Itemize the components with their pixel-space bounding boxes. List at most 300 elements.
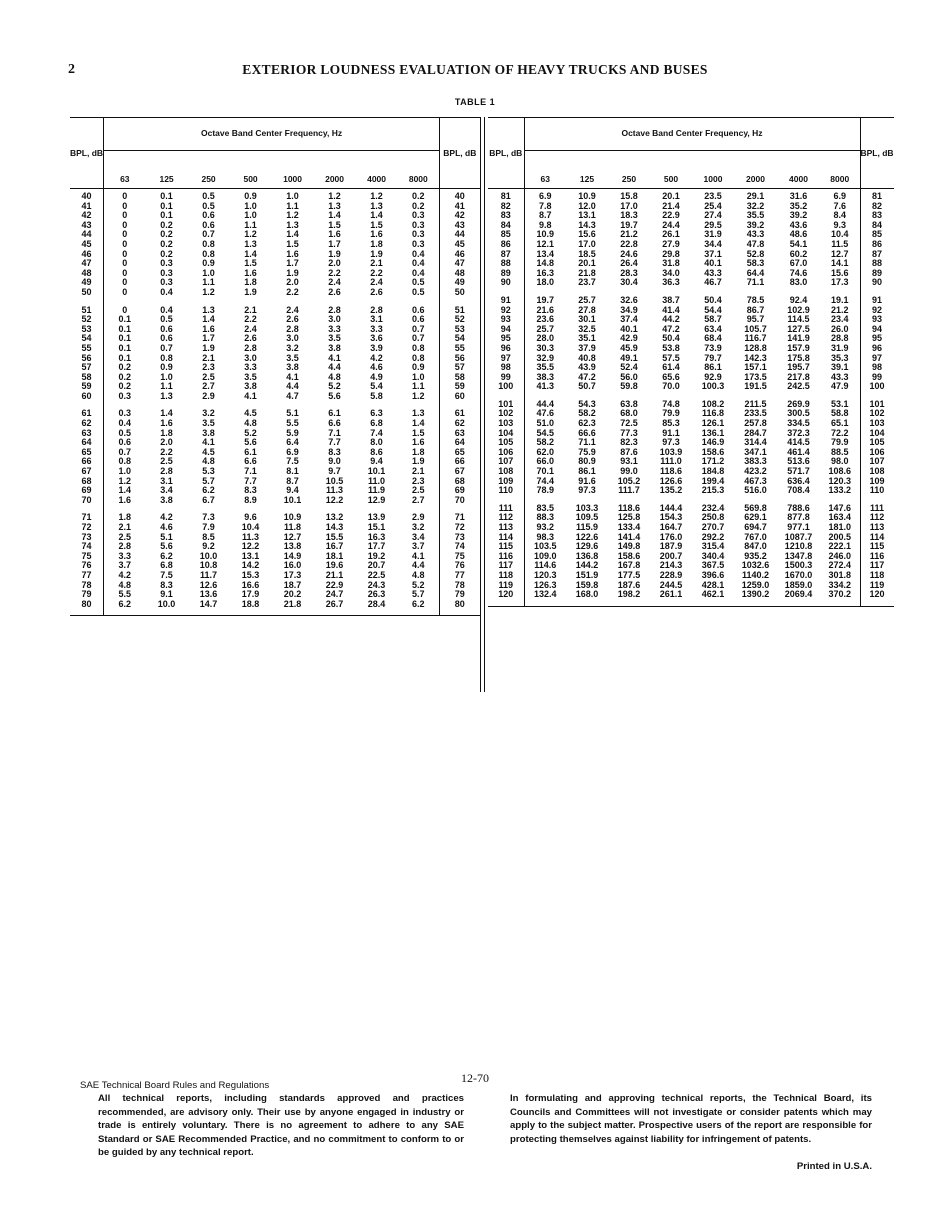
- loudness-cell: 1.5: [286, 239, 299, 249]
- bpl-cell: 94: [488, 325, 524, 335]
- loudness-cell: 6.8: [160, 561, 173, 571]
- loudness-cell: 935.2: [744, 551, 767, 561]
- loudness-cell: 31.6: [789, 191, 808, 201]
- loudness-cell: 1.0: [286, 191, 299, 201]
- loudness-cell: 19.7: [620, 220, 638, 230]
- loudness-cell: 0.3: [160, 259, 173, 269]
- loudness-cell: 0.6: [412, 305, 425, 315]
- loudness-cell: 1.2: [118, 476, 132, 486]
- loudness-cell: 5.5: [118, 590, 132, 600]
- loudness-cell: 5.3: [202, 467, 215, 477]
- loudness-cell: 66.6: [578, 428, 596, 438]
- loudness-cell: 4.2: [118, 570, 132, 580]
- loudness-cell: 157.9: [787, 343, 810, 353]
- loudness-cell: 71.1: [746, 278, 765, 288]
- bpl-cell: 67: [440, 467, 480, 477]
- loudness-cell: 98.0: [830, 457, 849, 467]
- table-row: [70, 306, 480, 316]
- bpl-cell: 117: [860, 561, 894, 571]
- loudness-cell: 109.5: [575, 513, 599, 523]
- loudness-cell: 3.7: [412, 542, 425, 552]
- bpl-cell: 67: [70, 467, 104, 477]
- freq-header: 2000: [734, 151, 777, 189]
- loudness-cell: 18.7: [283, 580, 302, 590]
- bpl-header-right-end: BPL, dB: [860, 118, 894, 189]
- table-row: [488, 504, 894, 514]
- loudness-cell: 1259.0: [741, 580, 770, 590]
- bpl-cell: 50: [440, 288, 480, 298]
- loudness-cell: 23.4: [830, 315, 849, 325]
- loudness-cell: 141.9: [787, 334, 810, 344]
- bpl-cell: 94: [860, 325, 894, 335]
- table-row: [70, 259, 480, 269]
- bpl-cell: 45: [440, 240, 480, 250]
- loudness-cell: 1.3: [160, 391, 173, 401]
- table-row: [488, 354, 894, 364]
- loudness-cell: 0.9: [160, 363, 173, 373]
- page-title: EXTERIOR LOUDNESS EVALUATION OF HEAVY TRUCKS AND BUSES: [242, 62, 708, 77]
- bpl-cell: 54: [70, 334, 104, 344]
- bpl-cell: 64: [70, 438, 104, 448]
- loudness-cell: 17.7: [367, 542, 386, 552]
- loudness-cell: 270.7: [701, 523, 725, 532]
- loudness-cell: 2.1: [412, 467, 425, 477]
- loudness-cell: 513.6: [787, 457, 810, 467]
- table-row: [488, 382, 894, 392]
- freq-header: 4000: [356, 151, 398, 189]
- bpl-cell: 72: [440, 523, 480, 533]
- loudness-cell: 0.8: [160, 353, 173, 363]
- bpl-cell: 117: [488, 561, 524, 571]
- loudness-cell: 0.3: [118, 409, 132, 419]
- loudness-cell: 35.5: [746, 211, 765, 221]
- loudness-cell: 105.2: [617, 476, 641, 486]
- loudness-cell: 41.3: [536, 382, 555, 392]
- loudness-cell: 2.2: [328, 268, 341, 278]
- table-row: [70, 533, 480, 543]
- loudness-cell: 136.8: [575, 551, 599, 561]
- loudness-cell: 5.7: [412, 590, 425, 600]
- loudness-cell: 86.1: [578, 467, 596, 477]
- bpl-cell: 115: [488, 542, 524, 552]
- loudness-cell: 133.4: [617, 523, 641, 532]
- loudness-cell: 0.6: [202, 220, 215, 230]
- loudness-cell: 103.9: [659, 447, 683, 457]
- loudness-cell: 43.9: [578, 363, 596, 373]
- loudness-cell: 132.4: [524, 590, 566, 606]
- loudness-cell: 7.7: [328, 438, 341, 448]
- loudness-cell: 0.5: [202, 201, 215, 211]
- loudness-cell: 127.5: [787, 324, 810, 334]
- loudness-cell: 1.3: [244, 239, 257, 249]
- table-row: [70, 477, 480, 487]
- loudness-cell: 23.7: [578, 278, 596, 288]
- table-row: [70, 392, 480, 402]
- loudness-cell: 54.4: [704, 305, 722, 315]
- loudness-cell: 1.9: [328, 249, 341, 259]
- table-row: [488, 278, 894, 288]
- freq-header: 63: [524, 151, 566, 189]
- bpl-cell: 61: [440, 409, 480, 419]
- loudness-cell: 3.8: [328, 343, 341, 353]
- bpl-cell: 86: [860, 240, 894, 250]
- loudness-cell: 9.2: [202, 542, 215, 552]
- loudness-cell: 51.0: [536, 419, 555, 429]
- loudness-cell: 31.8: [662, 259, 680, 269]
- loudness-cell: 41.4: [662, 305, 680, 315]
- bpl-cell: 43: [70, 221, 104, 231]
- loudness-cell: 74.6: [789, 268, 808, 278]
- bpl-cell: 81: [860, 189, 894, 202]
- loudness-cell: 91.6: [578, 476, 596, 486]
- loudness-cell: 1.4: [160, 409, 173, 419]
- loudness-cell: 4.8: [118, 580, 132, 590]
- loudness-cell: 85.3: [662, 419, 680, 429]
- loudness-cell: 73.9: [704, 343, 722, 353]
- loudness-cell: 847.0: [744, 542, 767, 552]
- loudness-cell: 62.0: [536, 447, 555, 457]
- loudness-cell: 0.7: [118, 447, 132, 457]
- table-row: [70, 344, 480, 354]
- table-row: [488, 419, 894, 429]
- bpl-cell: 116: [860, 552, 894, 562]
- group-spacer: [488, 288, 894, 296]
- bpl-cell: 92: [860, 306, 894, 316]
- loudness-cell: 58.7: [704, 315, 722, 325]
- loudness-cell: 2.6: [244, 334, 257, 344]
- bpl-cell: 105: [860, 438, 894, 448]
- loudness-cell: 125.8: [617, 513, 641, 523]
- loudness-cell: 21.1: [325, 570, 344, 580]
- loudness-cell: 2.0: [328, 259, 341, 269]
- loudness-cell: 11.9: [368, 486, 386, 496]
- loudness-cell: 2.7: [412, 495, 425, 505]
- loudness-cell: 19.6: [325, 561, 344, 571]
- loudness-cell: 88.5: [830, 447, 849, 457]
- loudness-cell: 708.4: [787, 486, 810, 496]
- loudness-cell: 167.8: [617, 561, 641, 571]
- loudness-cell: 2.1: [118, 523, 132, 532]
- loudness-cell: 2.5: [202, 372, 215, 382]
- loudness-cell: 9.6: [244, 513, 257, 523]
- loudness-cell: 118.6: [617, 503, 641, 513]
- loudness-cell: 26.0: [830, 324, 849, 334]
- loudness-cell: 21.8: [578, 268, 596, 278]
- loudness-cell: 168.0: [566, 590, 608, 606]
- loudness-cell: 4.2: [160, 513, 173, 523]
- loudness-cell: 2069.4: [777, 590, 820, 606]
- page-number: 2: [68, 62, 75, 77]
- loudness-cell: 159.8: [575, 580, 599, 590]
- loudness-cell: 4.5: [202, 447, 215, 457]
- loudness-cell: 0.3: [160, 278, 173, 288]
- loudness-cell: 222.1: [828, 542, 852, 552]
- loudness-cell: 25.7: [536, 324, 555, 334]
- loudness-cell: 58.2: [536, 438, 555, 448]
- bpl-cell: 105: [488, 438, 524, 448]
- loudness-cell: 3.4: [412, 532, 425, 542]
- loudness-cell: 269.9: [787, 399, 810, 409]
- bpl-cell: 99: [860, 373, 894, 383]
- loudness-cell: 97.3: [662, 438, 680, 448]
- table-row: [488, 344, 894, 354]
- table-row: [70, 523, 480, 533]
- loudness-cell: 1.6: [202, 324, 215, 334]
- loudness-cell: 1670.0: [784, 570, 813, 580]
- loudness-cell: 87.6: [620, 447, 638, 457]
- loudness-cell: 18.8: [230, 600, 272, 616]
- loudness-cell: 47.8: [746, 239, 765, 249]
- loudness-cell: 30.4: [620, 278, 638, 288]
- loudness-cell: 214.3: [659, 561, 683, 571]
- loudness-cell: 1.2: [244, 230, 257, 240]
- loudness-cell: 0.7: [412, 324, 425, 334]
- table-row: [70, 467, 480, 477]
- loudness-cell: 37.9: [578, 343, 596, 353]
- loudness-cell: 8.7: [538, 211, 552, 221]
- bpl-cell: 107: [860, 457, 894, 467]
- loudness-cell: 1.4: [328, 211, 341, 221]
- bpl-cell: 65: [70, 448, 104, 458]
- loudness-cell: 0.4: [118, 419, 132, 429]
- bpl-cell: 99: [488, 373, 524, 383]
- loudness-cell: 34.4: [704, 239, 722, 249]
- bpl-cell: 78: [70, 581, 104, 591]
- table-row: [70, 552, 480, 562]
- loudness-cell: 68.0: [620, 409, 638, 419]
- loudness-cell: 23.6: [536, 315, 555, 325]
- bpl-cell: 96: [860, 344, 894, 354]
- loudness-cell: 13.6: [199, 590, 218, 600]
- table-row: [488, 429, 894, 439]
- loudness-cell: 40.1: [620, 324, 638, 334]
- bpl-cell: 58: [440, 373, 480, 383]
- loudness-cell: 1.6: [328, 230, 341, 240]
- loudness-cell: 10.5: [325, 476, 344, 486]
- loudness-cell: 3.0: [286, 334, 299, 344]
- loudness-cell: 3.3: [328, 324, 341, 334]
- loudness-cell: 5.1: [160, 532, 173, 542]
- table-row: [70, 288, 480, 298]
- bpl-cell: 62: [70, 419, 104, 429]
- bpl-cell: 113: [488, 523, 524, 533]
- loudness-cell: 0.4: [412, 259, 425, 269]
- bpl-cell: 106: [860, 448, 894, 458]
- bpl-cell: 110: [860, 486, 894, 496]
- loudness-cell: 0.8: [118, 457, 132, 467]
- bpl-cell: 106: [488, 448, 524, 458]
- loudness-cell: 4.1: [244, 391, 257, 401]
- table-row: [70, 221, 480, 231]
- loudness-cell: 1.6: [160, 419, 173, 429]
- loudness-cell: 92.4: [789, 295, 808, 305]
- loudness-cell: 2.5: [118, 532, 132, 542]
- loudness-cell: 36.3: [662, 278, 680, 288]
- table-row: [488, 590, 894, 606]
- loudness-cell: 1.3: [286, 220, 299, 230]
- bpl-cell: 66: [440, 457, 480, 467]
- loudness-cell: 2.1: [370, 259, 383, 269]
- table-row: [70, 513, 480, 523]
- bpl-cell: 81: [488, 189, 524, 202]
- loudness-cell: 5.5: [286, 419, 299, 429]
- loudness-cell: 10.1: [367, 467, 386, 477]
- loudness-cell: 135.2: [659, 486, 683, 496]
- loudness-cell: 0.9: [202, 259, 215, 269]
- loudness-cell: 396.6: [701, 570, 725, 580]
- loudness-cell: 9.1: [160, 590, 173, 600]
- loudness-cell: 24.3: [367, 580, 386, 590]
- loudness-cell: 1.7: [202, 334, 215, 344]
- bpl-cell: 58: [70, 373, 104, 383]
- loudness-cell: 11.5: [831, 239, 849, 249]
- bpl-cell: 48: [70, 269, 104, 279]
- band-header-right: Octave Band Center Frequency, Hz: [524, 118, 860, 151]
- loudness-cell: 144.4: [659, 503, 683, 513]
- bpl-cell: 84: [488, 221, 524, 231]
- loudness-cell: 54.5: [536, 428, 555, 438]
- loudness-cell: 10.9: [283, 513, 302, 523]
- loudness-cell: 2.2: [370, 268, 383, 278]
- loudness-cell: 2.8: [286, 324, 299, 334]
- loudness-cell: 414.5: [787, 438, 810, 448]
- loudness-cell: 0: [122, 191, 128, 201]
- loudness-cell: 0: [122, 230, 128, 240]
- loudness-cell: 1.5: [412, 428, 425, 438]
- loudness-cell: 43.3: [746, 230, 765, 240]
- loudness-cell: 0.1: [118, 324, 132, 334]
- loudness-cell: 17.0: [620, 201, 638, 211]
- loudness-cell: 4.1: [202, 438, 215, 448]
- loudness-cell: 0.5: [160, 315, 173, 325]
- loudness-cell: 877.8: [787, 513, 810, 523]
- bpl-cell: 90: [860, 278, 894, 288]
- loudness-cell: 15.8: [620, 191, 638, 201]
- loudness-cell: 12.9: [367, 495, 386, 505]
- loudness-cell: 10.9: [578, 191, 596, 201]
- table-row: [70, 363, 480, 373]
- loudness-cell: 0.1: [118, 353, 132, 363]
- loudness-cell: 0.4: [412, 268, 425, 278]
- loudness-cell: 53.1: [830, 399, 849, 409]
- loudness-cell: 300.5: [787, 409, 810, 419]
- loudness-cell: 0.1: [160, 191, 173, 201]
- loudness-cell: 314.4: [744, 438, 767, 448]
- loudness-cell: 18.0: [536, 278, 555, 288]
- loudness-cell: 116.8: [701, 409, 725, 419]
- bpl-cell: 101: [488, 400, 524, 410]
- loudness-cell: 17.3: [830, 278, 849, 288]
- loudness-cell: 3.5: [286, 353, 299, 363]
- loudness-cell: 37.1: [704, 249, 722, 259]
- loudness-cell: 4.4: [286, 382, 299, 392]
- loudness-cell: 50.7: [578, 382, 596, 392]
- table-row: [488, 325, 894, 335]
- table-row: [488, 334, 894, 344]
- loudness-cell: 93.2: [536, 523, 555, 532]
- loudness-cell: 0.5: [202, 191, 215, 201]
- table-body-right: [488, 189, 894, 607]
- freq-header: 2000: [314, 151, 356, 189]
- loudness-cell: 103.3: [575, 503, 599, 513]
- loudness-cell: 233.5: [744, 409, 767, 419]
- loudness-cell: 5.4: [370, 382, 383, 392]
- loudness-cell: 1.3: [328, 201, 341, 211]
- bpl-cell: 83: [860, 211, 894, 221]
- loudness-cell: 18.5: [578, 249, 596, 259]
- loudness-cell: 2.8: [160, 467, 173, 477]
- loudness-cell: 1210.8: [784, 542, 813, 552]
- loudness-cell: 34.9: [620, 305, 638, 315]
- bpl-cell: 104: [860, 429, 894, 439]
- loudness-cell: 32.2: [746, 201, 765, 211]
- bpl-cell: 109: [488, 477, 524, 487]
- bpl-cell: 113: [860, 523, 894, 533]
- loudness-cell: 12.7: [830, 249, 849, 259]
- bpl-cell: 48: [440, 269, 480, 279]
- bpl-cell: 73: [70, 533, 104, 543]
- loudness-cell: 14.8: [536, 259, 555, 269]
- table-row: [70, 211, 480, 221]
- loudness-cell: 16.6: [241, 580, 260, 590]
- loudness-cell: 8.0: [370, 438, 383, 448]
- loudness-cell: 12.0: [578, 201, 596, 211]
- bpl-cell: 63: [440, 429, 480, 439]
- loudness-cell: 30.3: [536, 343, 555, 353]
- loudness-cell: 75.9: [578, 447, 596, 457]
- table-row: [488, 457, 894, 467]
- bpl-cell: 97: [860, 354, 894, 364]
- loudness-cell: 7.9: [202, 523, 215, 532]
- bpl-cell: 60: [440, 392, 480, 402]
- bpl-cell: 104: [488, 429, 524, 439]
- table-row: [70, 315, 480, 325]
- bpl-cell: 89: [488, 269, 524, 279]
- loudness-cell: 37.4: [620, 315, 638, 325]
- footer-heading: SAE Technical Board Rules and Regulations: [80, 1080, 270, 1091]
- loudness-cell: 147.6: [828, 503, 852, 513]
- loudness-cell: 0.3: [412, 239, 425, 249]
- bpl-cell: 50: [70, 288, 104, 298]
- loudness-cell: 144.2: [575, 561, 599, 571]
- bpl-cell: 55: [70, 344, 104, 354]
- loudness-cell: 2.5: [160, 457, 173, 467]
- loudness-cell: 2.1: [202, 353, 215, 363]
- loudness-cell: 115.9: [575, 523, 599, 532]
- bpl-cell: 92: [488, 306, 524, 316]
- loudness-cell: 63.8: [620, 399, 638, 409]
- loudness-cell: 29.5: [704, 220, 722, 230]
- loudness-table-right: [488, 117, 894, 607]
- loudness-cell: 45.9: [620, 343, 638, 353]
- loudness-cell: 146.9: [701, 438, 725, 448]
- freq-header: 250: [608, 151, 650, 189]
- loudness-cell: 74.4: [536, 476, 555, 486]
- loudness-cell: 215.3: [701, 486, 725, 496]
- loudness-cell: 29.1: [746, 191, 765, 201]
- loudness-cell: 177.5: [617, 570, 641, 580]
- loudness-cell: 26.4: [620, 259, 638, 269]
- bpl-cell: 51: [70, 306, 104, 316]
- loudness-cell: 21.6: [536, 305, 555, 315]
- loudness-cell: 49.1: [620, 353, 638, 363]
- loudness-cell: 109.0: [533, 551, 557, 561]
- loudness-cell: 3.0: [244, 353, 257, 363]
- bpl-cell: 100: [860, 382, 894, 392]
- loudness-cell: 0.9: [244, 191, 257, 201]
- loudness-cell: 12.2: [241, 542, 260, 552]
- loudness-cell: 3.5: [244, 372, 257, 382]
